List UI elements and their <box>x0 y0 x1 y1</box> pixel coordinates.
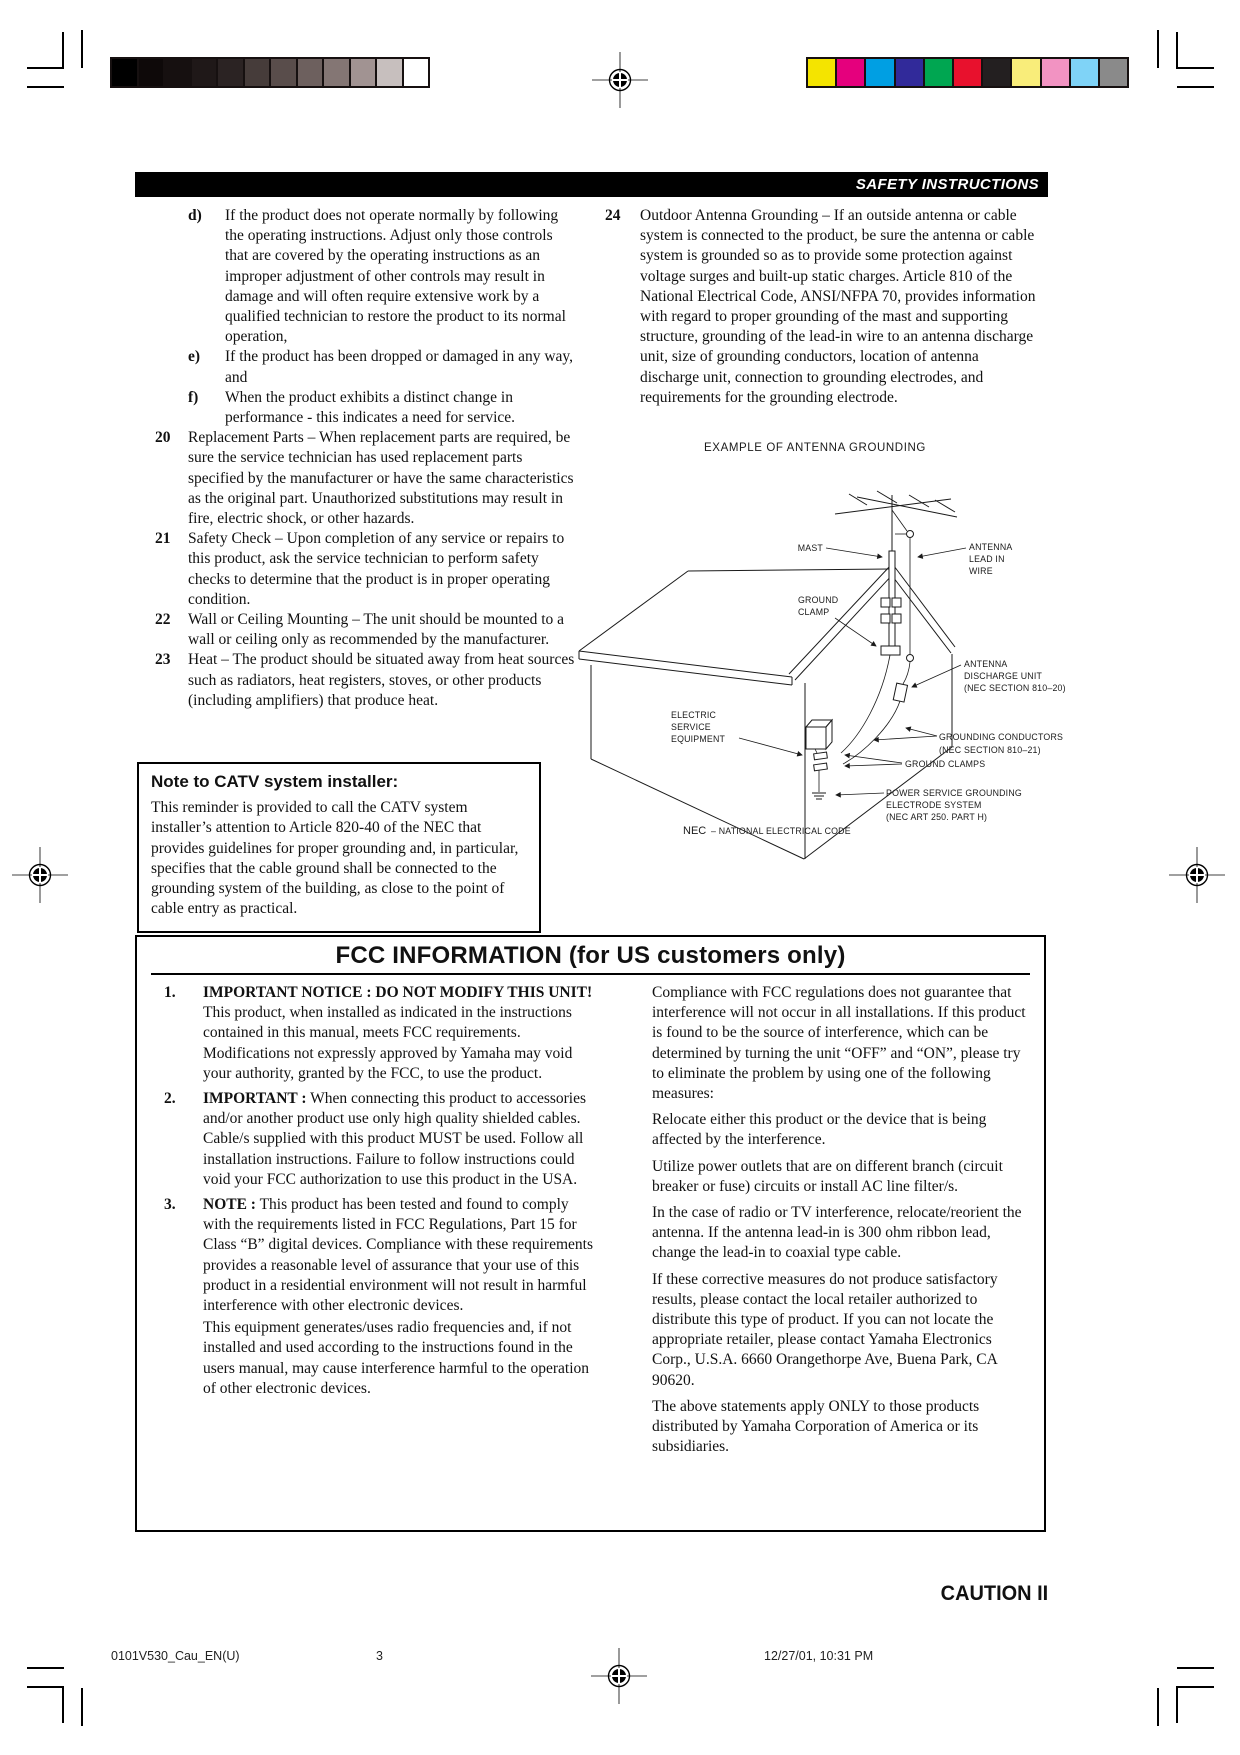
item-number: 23 <box>155 651 171 669</box>
color-swatch <box>837 59 864 86</box>
crop-mark <box>81 1688 83 1726</box>
color-swatch <box>983 59 1010 86</box>
catv-note-box <box>137 762 541 933</box>
diagram-title: EXAMPLE OF ANTENNA GROUNDING <box>704 442 926 454</box>
item-text: When the product exhibits a distinct change in performance - this indicates a need for service. <box>225 388 516 427</box>
catv-note-body: This reminder is provided to call the CATV system installer’s attention to Article 820-40 of the NEC that provides guidelines for proper grounding and, in particular, specifies that the cable ground shall be connected to the grounding system of the building, as close to the point of cable entry as practical. <box>151 799 519 918</box>
crop-mark <box>1177 67 1214 69</box>
lead-in-label-2: LEAD IN <box>969 554 1005 564</box>
crop-mark <box>27 86 64 88</box>
section-title: SAFETY INSTRUCTIONS <box>855 176 1039 193</box>
registration-mark <box>12 847 68 903</box>
item-text: If the product does not operate normally by following the operating instructions. Adjust only those controls that are covered by the operating instructions as an improper adjustment of other controls may result in damage and will often require extensive work by a qualified technician to restore the product to its normal operation, <box>225 207 566 346</box>
outdoor-antenna-column <box>585 206 1040 408</box>
crop-mark <box>1177 1686 1214 1688</box>
color-swatch <box>1012 59 1039 86</box>
gray-swatch <box>165 59 190 86</box>
discharge-unit-label-2: DISCHARGE UNIT <box>964 671 1043 681</box>
crop-mark <box>27 1667 64 1669</box>
fcc-item-body: This product has been tested and found to comply with the requirements listed in FCC Regulations, Part 15 for Class “B” digital devices. Compliance with these requirements provides a reasonable level of assurance that your use of this product in a residential environment will not result in harmful interference with other electronic devices. <box>203 1196 593 1315</box>
fcc-paragraph: Compliance with FCC regulations does not guarantee that interference will not occur in all installations. If this product is found to be the source of interference, which can be determined by turning the unit “OFF” and “ON”, please try to eliminate the problem by using one of the following measures: <box>652 984 1026 1103</box>
fcc-title-rule <box>151 973 1030 975</box>
color-swatch <box>954 59 981 86</box>
color-swatch <box>1042 59 1069 86</box>
item-text: Wall or Ceiling Mounting – The unit should be mounted to a wall or ceiling only as recommended by the manufacturer. <box>188 611 565 649</box>
fcc-item-heading: IMPORTANT NOTICE : DO NOT MODIFY THIS UNIT! <box>203 984 593 1001</box>
gray-swatch <box>351 59 376 86</box>
fcc-right-column <box>652 983 1034 1463</box>
item-text: Outdoor Antenna Grounding – If an outside antenna or cable system is connected to the product, be sure the antenna or cable system is grounded so as to provide some protection against voltage surges and built-up static charges. Article 810 of the National Electrical Code, ANSI/NFPA 70, provides information with regard to proper grounding of the mast and supporting structure, grounding of the lead-in wire to an antenna discharge unit, size of grounding conductors, location of antenna discharge unit, connection to grounding electrodes, and requirements for the grounding electrode. <box>640 207 1036 406</box>
registration-mark <box>591 1648 647 1704</box>
color-swatch <box>866 59 893 86</box>
item-number: 1. <box>164 984 176 1001</box>
item-label: d) <box>188 207 202 224</box>
electric-service-label-1: ELECTRIC <box>671 710 717 720</box>
fcc-paragraph: Utilize power outlets that are on different branch (circuit breaker or fuse) circuits or install AC line filter/s. <box>652 1157 1003 1195</box>
color-calibration-bar <box>806 57 1129 88</box>
power-service-label-3: (NEC ART 250. PART H) <box>886 812 988 822</box>
crop-mark <box>62 1686 64 1723</box>
discharge-unit-label-3: (NEC SECTION 810–20) <box>964 683 1066 693</box>
ground-clamp-label-2: CLAMP <box>798 607 830 617</box>
registration-mark <box>1169 847 1225 903</box>
mast-label: MAST <box>797 543 823 553</box>
item-label: e) <box>188 348 201 366</box>
item-text: Safety Check – Upon completion of any service or repairs to this product, ask the service technician to perform safety checks to determine that the product is in proper operating condition. <box>188 530 565 608</box>
gray-swatch <box>112 59 137 86</box>
gray-swatch <box>245 59 270 86</box>
electric-service-label-3: EQUIPMENT <box>671 734 726 744</box>
crop-mark <box>81 30 83 68</box>
nec-full-name: – NATIONAL ELECTRICAL CODE <box>711 826 851 836</box>
nec-abbreviation: NEC <box>683 825 707 837</box>
item-number: 20 <box>155 429 171 447</box>
section-header-bar <box>135 172 1048 197</box>
antenna-discharge-unit <box>893 683 907 702</box>
list-item-24 <box>585 206 1040 408</box>
item-number: 24 <box>605 207 621 224</box>
antenna-grounding-diagram <box>505 437 1066 867</box>
item-text: Replacement Parts – When replacement parts are required, be sure the service technician has used replacement parts specified by the manufacturer or have the same characteristics as the original part. Unauthorized substitutions may result in fire, electric shock, or other hazards. <box>188 429 574 528</box>
fcc-information-box <box>135 935 1046 1532</box>
color-swatch <box>1100 59 1127 86</box>
gray-swatch <box>139 59 164 86</box>
footer-filename: 0101V530_Cau_EN(U) <box>111 1649 240 1663</box>
item-text: If the product has been dropped or damaged in any way, and <box>225 348 574 386</box>
item-text: Heat – The product should be situated away from heat sources such as radiators, heat registers, stoves, or other products (including amplifiers) that produce heat. <box>188 651 575 709</box>
fcc-paragraph: If these corrective measures do not produce satisfactory results, please contact the local retailer authorized to distribute this type of product. If you can not locate the appropriate retailer, please contact Yamaha Electronics Corp., U.S.A. 6660 Orangethorpe Ave, Buena Park, CA 90620. <box>652 1270 998 1389</box>
ground-clamps <box>812 752 827 799</box>
footer-timestamp: 12/27/01, 10:31 PM <box>764 1649 874 1663</box>
fcc-paragraph: The above statements apply ONLY to those products distributed by Yamaha Corporation of America or its subsidiaries. <box>652 1397 980 1456</box>
fcc-item-lead: NOTE : <box>203 1196 256 1214</box>
lead-in-label-3: WIRE <box>969 566 993 576</box>
color-swatch <box>896 59 923 86</box>
fcc-title: FCC INFORMATION (for US customers only) <box>335 942 846 969</box>
grounding-conductors-label-1: GROUNDING CONDUCTORS <box>939 732 1064 742</box>
ground-clamp-label-1: GROUND <box>798 595 839 605</box>
footer-page-number: 3 <box>376 1649 383 1663</box>
gray-swatch <box>404 59 429 86</box>
item-number: 2. <box>164 1090 176 1108</box>
item-number: 3. <box>164 1196 176 1214</box>
list-item-e <box>155 347 579 387</box>
ground-clamps-label: GROUND CLAMPS <box>905 759 986 769</box>
fcc-paragraph: In the case of radio or TV interference, relocate/reorient the antenna. If the antenna lead-in is 300 ohm ribbon lead, change the lead-in to coaxial type cable. <box>652 1204 1022 1262</box>
discharge-unit-label-1: ANTENNA <box>964 659 1008 669</box>
gray-swatch <box>324 59 349 86</box>
item-number: 21 <box>155 530 171 548</box>
fcc-item-1 <box>162 983 599 1084</box>
crop-mark <box>1177 1667 1214 1669</box>
crop-mark <box>62 32 64 69</box>
catv-note-heading: Note to CATV system installer: <box>151 772 399 791</box>
fcc-paragraph: Relocate either this product or the device that is being affected by the interference. <box>652 1111 987 1149</box>
grounding-conductor <box>841 655 890 753</box>
item-number: 22 <box>155 611 171 629</box>
power-service-label-1: POWER SERVICE GROUNDING <box>886 788 1022 798</box>
mast <box>881 551 901 655</box>
crop-mark <box>27 1686 64 1688</box>
gray-swatch <box>271 59 296 86</box>
color-swatch <box>1071 59 1098 86</box>
list-item-f <box>155 388 579 428</box>
fcc-item-2 <box>162 1089 599 1190</box>
mast-ground-clamp <box>881 646 900 655</box>
fcc-item-body-2: This equipment generates/uses radio frequencies and, if not installed and used according to the instructions found in the users manual, may cause interference harmful to the operation of other electronic devices. <box>203 1319 590 1397</box>
fcc-item-3 <box>162 1195 599 1399</box>
crop-mark <box>1157 1688 1159 1726</box>
crop-mark <box>1176 1686 1178 1723</box>
caution-page-label: CAUTION II <box>940 1582 1048 1605</box>
fcc-item-body: This product, when installed as indicated in the instructions contained in this manual, meets FCC requirements. Modifications not expressly approved by Yamaha may void your authority, granted by the FCC, to use the product. <box>203 1004 573 1082</box>
crop-mark <box>1176 32 1178 69</box>
list-item-d <box>155 206 579 347</box>
antenna-icon <box>835 491 957 551</box>
gray-swatch <box>192 59 217 86</box>
power-service-label-2: ELECTRODE SYSTEM <box>886 800 982 810</box>
electric-service-label-2: SERVICE <box>671 722 711 732</box>
fcc-item-lead: IMPORTANT : <box>203 1090 307 1108</box>
registration-mark <box>592 52 648 108</box>
crop-mark <box>1157 30 1159 68</box>
grounding-conductors-label-2: (NEC SECTION 810–21) <box>939 745 1041 755</box>
crop-mark <box>1177 86 1214 88</box>
color-swatch <box>808 59 835 86</box>
lead-in-label-1: ANTENNA <box>969 542 1013 552</box>
fcc-item-body: When connecting this product to accessories and/or another product use only high quality shielded cables. Cable/s supplied with this product MUST be used. Follow all installation instructions. Failure to follow instructions could void your FCC authorization to use this product in the USA. <box>203 1090 587 1188</box>
grayscale-calibration-bar <box>110 57 430 88</box>
gray-swatch <box>298 59 323 86</box>
electric-service-equipment-box <box>806 720 832 753</box>
item-label: f) <box>188 388 199 406</box>
gray-swatch <box>218 59 243 86</box>
color-swatch <box>925 59 952 86</box>
gray-swatch <box>377 59 402 86</box>
crop-mark <box>27 67 64 69</box>
fcc-left-column <box>162 983 599 1404</box>
